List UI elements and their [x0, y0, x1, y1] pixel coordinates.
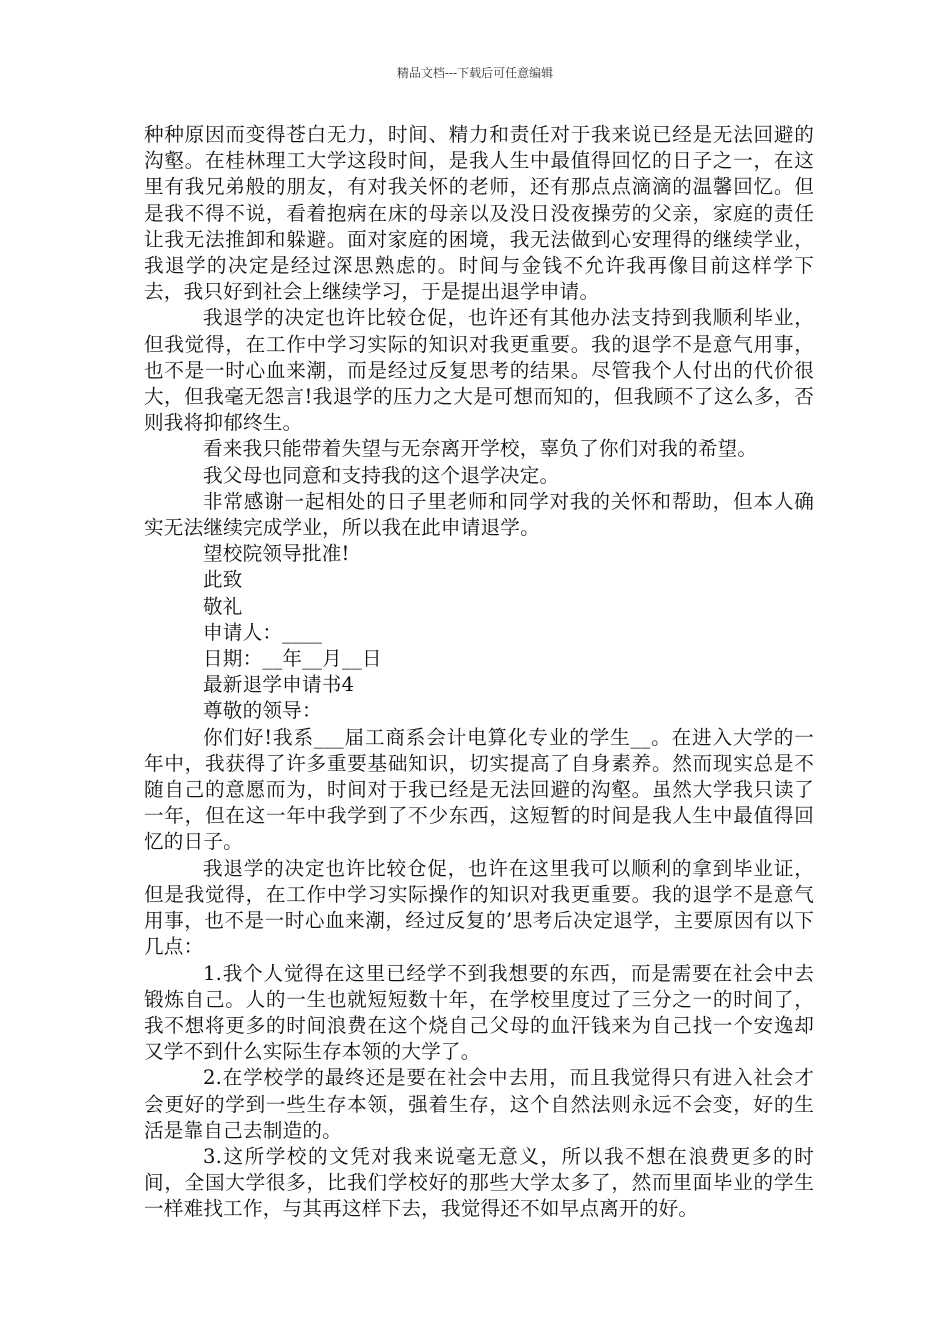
reason-item: 3.这所学校的文凭对我来说毫无意义，所以我不想在浪费更多的时间，全国大学很多，比我们学校好的那些大学太多了，然而里面毕业的学生一样难找工作，与其再这样下去，我觉得还不如早点离开的好。: [144, 1144, 814, 1221]
paragraph: 我退学的决定也许比较仓促，也许在这里我可以顺利的拿到毕业证，但是我觉得，在工作中学习实际操作的知识对我更重要。我的退学不是意气用事，也不是一时心血来潮，经过反复的’思考后决定退学，主要原因有以下几点：: [144, 856, 814, 959]
applicant-signature-line: 申请人：____: [203, 620, 323, 644]
paragraph: 非常感谢一起相处的日子里老师和同学对我的关怀和帮助，但本人确实无法继续完成学业，所以我在此申请退学。: [144, 489, 814, 540]
paragraph: 我父母也同意和支持我的这个退学决定。: [203, 463, 560, 487]
closing-regards: 敬礼: [203, 594, 243, 618]
date-line: 日期：__年__月__日: [203, 647, 382, 671]
paragraph: 看来我只能带着失望与无奈离开学校，辜负了你们对我的希望。: [203, 437, 758, 461]
page-header: 精品文档---下载后可任意编辑: [396, 66, 554, 80]
closing-salutation: 此致: [203, 568, 243, 592]
reason-item: 2.在学校学的最终还是要在社会中去用，而且我觉得只有进入社会才会更好的学到一些生存本领，强着生存，这个自然法则永远不会变，好的生活是靠自己去制造的。: [144, 1066, 814, 1142]
document-body: [144, 122, 814, 1223]
paragraph: 种种原因而变得苍白无力，时间、精力和责任对于我来说已经是无法回避的沟壑。在桂林理工大学这段时间，是我人生中最值得回忆的日子之一，在这里有我兄弟般的朋友，有对我关怀的老师，还有那点点滴滴的温馨回忆。但是我不得不说，看着抱病在床的母亲以及没日没夜操劳的父亲，家庭的责任让我无法推卸和躲避。面对家庭的困境，我无法做到心安理得的继续学业，我退学的决定是经过深思熟虑的。时间与金钱不允许我再像目前这样学下去，我只好到社会上继续学习，于是提出退学申请。: [144, 123, 814, 304]
reason-item: 1.我个人觉得在这里已经学不到我想要的东西，而是需要在社会中去锻炼自己。人的一生也就短短数十年，在学校里度过了三分之一的时间了，我不想将更多的时间浪费在这个烧自己父母的血汗钱来为自己找一个安逸却又学不到什么实际生存本领的大学了。: [144, 961, 814, 1064]
greeting-line: 尊敬的领导：: [203, 699, 322, 723]
section-title: 最新退学申请书4: [203, 673, 355, 697]
paragraph: 我退学的决定也许比较仓促，也许还有其他办法支持到我顺利毕业，但我觉得，在工作中学习实际的知识对我更重要。我的退学不是意气用事，也不是一时心血来潮，而是经过反复思考的结果。尽管我个人付出的代价很大，但我毫无怨言!我退学的压力之大是可想而知的，但我顾不了这么多，否则我将抑郁终生。: [144, 306, 814, 435]
paragraph: 你们好!我系___届工商系会计电算化专业的学生__。在进入大学的一年中，我获得了许多重要基础知识，切实提高了自身素养。然而现实总是不随自己的意愿而为，时间对于我已经是无法回避的沟壑。虽然大学我只读了一年，但在这一年中我学到了不少东西，这短暂的时间是我人生中最值得回忆的日子。: [144, 725, 814, 854]
approval-request-line: 望校院领导批准!: [203, 542, 350, 566]
